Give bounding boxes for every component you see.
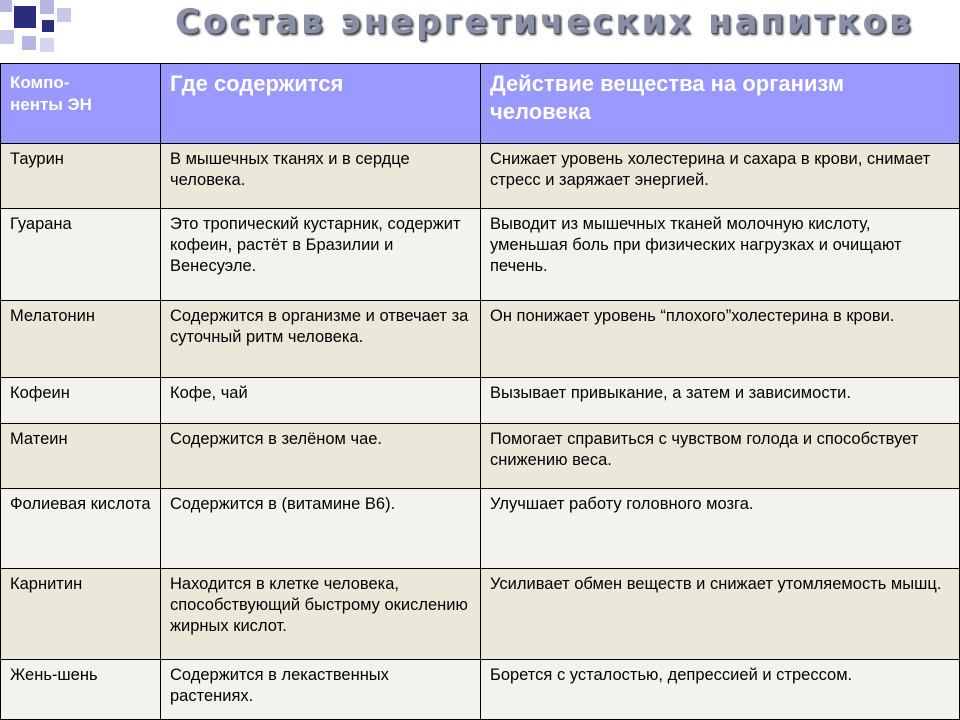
deco-square bbox=[14, 6, 36, 28]
cell-location: Кофе, чай bbox=[161, 378, 481, 424]
cell-component: Таурин bbox=[1, 144, 161, 209]
table-row bbox=[1, 144, 960, 209]
cell-location: Содержится в (витамине В6). bbox=[161, 489, 481, 569]
deco-square bbox=[42, 20, 54, 32]
table-row bbox=[1, 301, 960, 378]
cell-effect: Помогает справиться с чувством голода и способствует снижению веса. bbox=[481, 424, 960, 489]
header-location: Где содержится bbox=[161, 64, 481, 144]
cell-effect: Вызывает привыкание, а затем и зависимости. bbox=[481, 378, 960, 424]
cell-component: Гуарана bbox=[1, 209, 161, 301]
deco-square bbox=[40, 38, 54, 52]
table-row bbox=[1, 424, 960, 489]
composition-table bbox=[0, 63, 960, 720]
cell-component: Жень-шень bbox=[1, 660, 161, 720]
cell-component: Фолиевая кислота bbox=[1, 489, 161, 569]
cell-effect: Снижает уровень холестерина и сахара в крови, снимает стресс и заряжает энергией. bbox=[481, 144, 960, 209]
cell-effect: Усиливает обмен веществ и снижает утомляемость мышц. bbox=[481, 569, 960, 660]
cell-effect: Он понижает уровень “плохого”холестерина в крови. bbox=[481, 301, 960, 378]
table-row bbox=[1, 489, 960, 569]
deco-square bbox=[0, 30, 14, 44]
table-row bbox=[1, 660, 960, 720]
cell-location: В мышечных тканях и в сердце человека. bbox=[161, 144, 481, 209]
cell-effect: Улучшает работу головного мозга. bbox=[481, 489, 960, 569]
deco-square bbox=[0, 0, 12, 12]
cell-location: Содержится в лекаственных растениях. bbox=[161, 660, 481, 720]
cell-location: Содержится в организме и отвечает за суточный ритм человека. bbox=[161, 301, 481, 378]
deco-square bbox=[40, 0, 54, 14]
deco-square bbox=[57, 8, 71, 22]
deco-square bbox=[22, 36, 36, 50]
table-row bbox=[1, 209, 960, 301]
cell-component: Мелатонин bbox=[1, 301, 161, 378]
cell-component: Кофеин bbox=[1, 378, 161, 424]
cell-component: Матеин bbox=[1, 424, 161, 489]
cell-location: Содержится в зелёном чае. bbox=[161, 424, 481, 489]
cell-location: Это тропический кустарник, содержит кофеин, растёт в Бразилии и Венесуэле. bbox=[161, 209, 481, 301]
table-row bbox=[1, 378, 960, 424]
cell-location: Находится в клетке человека, способствующий быстрому окислению жирных кислот. bbox=[161, 569, 481, 660]
table-header-row bbox=[1, 64, 960, 144]
header-effect: Действие вещества на организм человека bbox=[481, 64, 960, 144]
page-title: Состав энергетических напитков bbox=[175, 2, 914, 42]
cell-effect: Выводит из мышечных тканей молочную кислоту, уменьшая боль при физических нагрузках и очищают печень. bbox=[481, 209, 960, 301]
table-row bbox=[1, 569, 960, 660]
cell-component: Карнитин bbox=[1, 569, 161, 660]
header-components: Компо- ненты ЭН bbox=[1, 64, 161, 144]
cell-effect: Борется с усталостью, депрессией и стрессом. bbox=[481, 660, 960, 720]
